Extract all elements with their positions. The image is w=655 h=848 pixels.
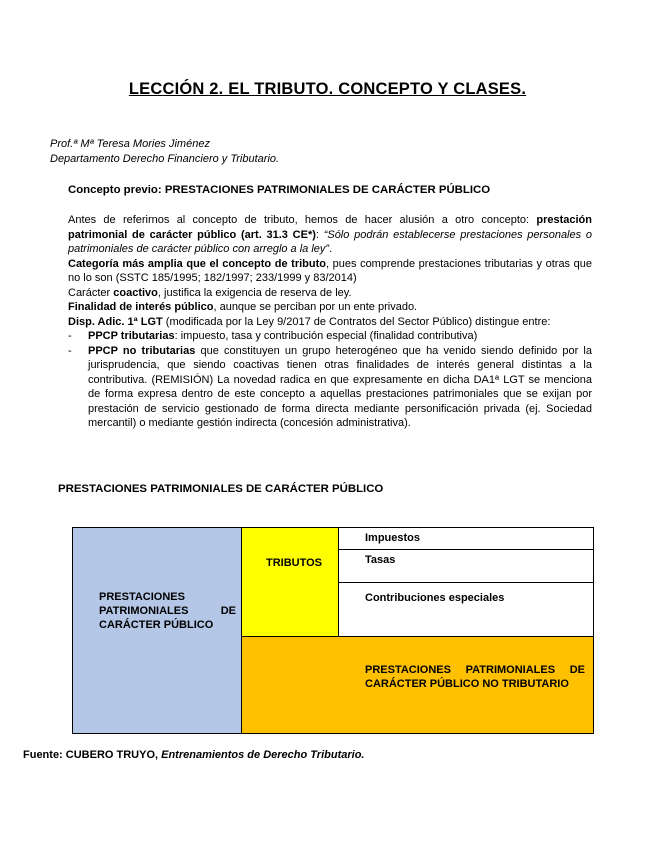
paragraph-category [68,257,592,286]
disp-adic-bold: Disp. Adic. 1ª LGT [68,315,163,328]
ppcp-no-tributarias-bold: PPCP no tributarias [88,344,196,357]
ppcp-list [68,329,592,431]
source-work: Entrenamientos de Derecho Tributario. [161,749,365,761]
constitution-quote: “Sólo podrán establecerse prestaciones personales o patrimoniales de carácter público con arreglo a la ley” [68,228,592,255]
diagram-cell-ppcp [73,528,242,733]
ppcp-label-line1: PRESTACIONES [99,591,185,603]
no-tributario-label [365,663,585,691]
no-tributario-line1: PRESTACIONES PATRIMONIALES DE [365,664,585,676]
tributos-label: TRIBUTOS [266,557,323,569]
category-text: , pues comprende prestaciones tributarias y otras que no lo son (SSTC 185/1995; 182/1997; 233/1999 y 83/2014) [68,257,592,284]
source-citation [23,749,364,761]
author-department: Departamento Derecho Financiero y Tributario. [50,153,280,165]
ppcp-label-line3: CARÁCTER PÚBLICO [99,619,214,631]
coactive-text1: Carácter [68,286,114,299]
diagram-heading: PRESTACIONES PATRIMONIALES DE CARÁCTER PÚBLICO [58,483,384,495]
author-name: Prof.ª Mª Teresa Mories Jiménez [50,138,210,150]
paragraph-public-interest [68,300,592,315]
public-interest-bold: Finalidad de interés público [68,301,214,313]
body-text [68,213,592,431]
ppcp-no-tributarias-text: que constituyen un grupo heterogéneo que ha venido siendo definido por la jurisprudencia, que siendo coactivas tienen otras finalidades de interés general distintas a la contributiva. (REMISIÓN) La novedad radica en que expresamente en dicha DA1ª LGT se menciona de forma expresa dentro de este concepto a aquellas prestaciones patrimoniales que se exijan por prestación de servicio gestionado de forma directa mediante personificación privada (ej. Sociedad mercantil) o mediante gestión indirecta (concesión administrativa). [88,344,592,429]
ppcp-tributarias-bold: PPCP tributarias [88,330,175,342]
list-item [68,329,592,344]
coactive-bold: coactivo [113,286,158,299]
category-bold: Categoría más amplia que el concepto de tributo [68,257,326,270]
coactive-text2: , justifica la exigencia de reserva de ley. [157,286,352,299]
page-title: LECCIÓN 2. EL TRIBUTO. CONCEPTO Y CLASES. [128,80,527,98]
source-prefix: Fuente: CUBERO TRUYO, [23,749,162,761]
paragraph-intro [68,213,592,257]
diagram-cell-impuestos [339,528,593,550]
paragraph-disp-adic [68,315,592,330]
tasas-label: Tasas [365,554,396,566]
contribuciones-label: Contribuciones especiales [365,592,505,604]
concept-heading: Concepto previo: PRESTACIONES PATRIMONIALES DE CARÁCTER PÚBLICO [68,184,491,196]
ppcp-label-line2: PATRIMONIALES DE [99,605,236,617]
diagram-cell-tributos [242,528,339,637]
disp-adic-text: (modificada por la Ley 9/2017 de Contratos del Sector Público) distingue entre: [162,315,551,328]
public-interest-text: , aunque se perciban por un ente privado. [213,301,418,313]
classification-diagram [72,527,594,734]
no-tributario-line2: CARÁCTER PÚBLICO NO TRIBUTARIO [365,678,569,690]
diagram-cell-contribuciones [339,583,593,637]
ppcp-tributarias-text: : impuesto, tasa y contribución especial (finalidad contributiva) [174,330,478,342]
intro-colon: : [315,228,324,241]
intro-end: . [329,243,333,255]
list-item [68,344,592,431]
intro-text: Antes de referirnos al concepto de tributo, hemos de hacer alusión a otro concepto: [68,214,537,226]
ppcp-label [99,590,236,632]
author-block [50,137,279,167]
diagram-cell-no-tributario [242,637,593,733]
paragraph-coactive [68,286,592,301]
diagram-cell-tasas [339,550,593,583]
impuestos-label: Impuestos [365,532,421,544]
intro-bold: prestación patrimonial de carácter público (art. 31.3 CE*) [68,214,592,241]
